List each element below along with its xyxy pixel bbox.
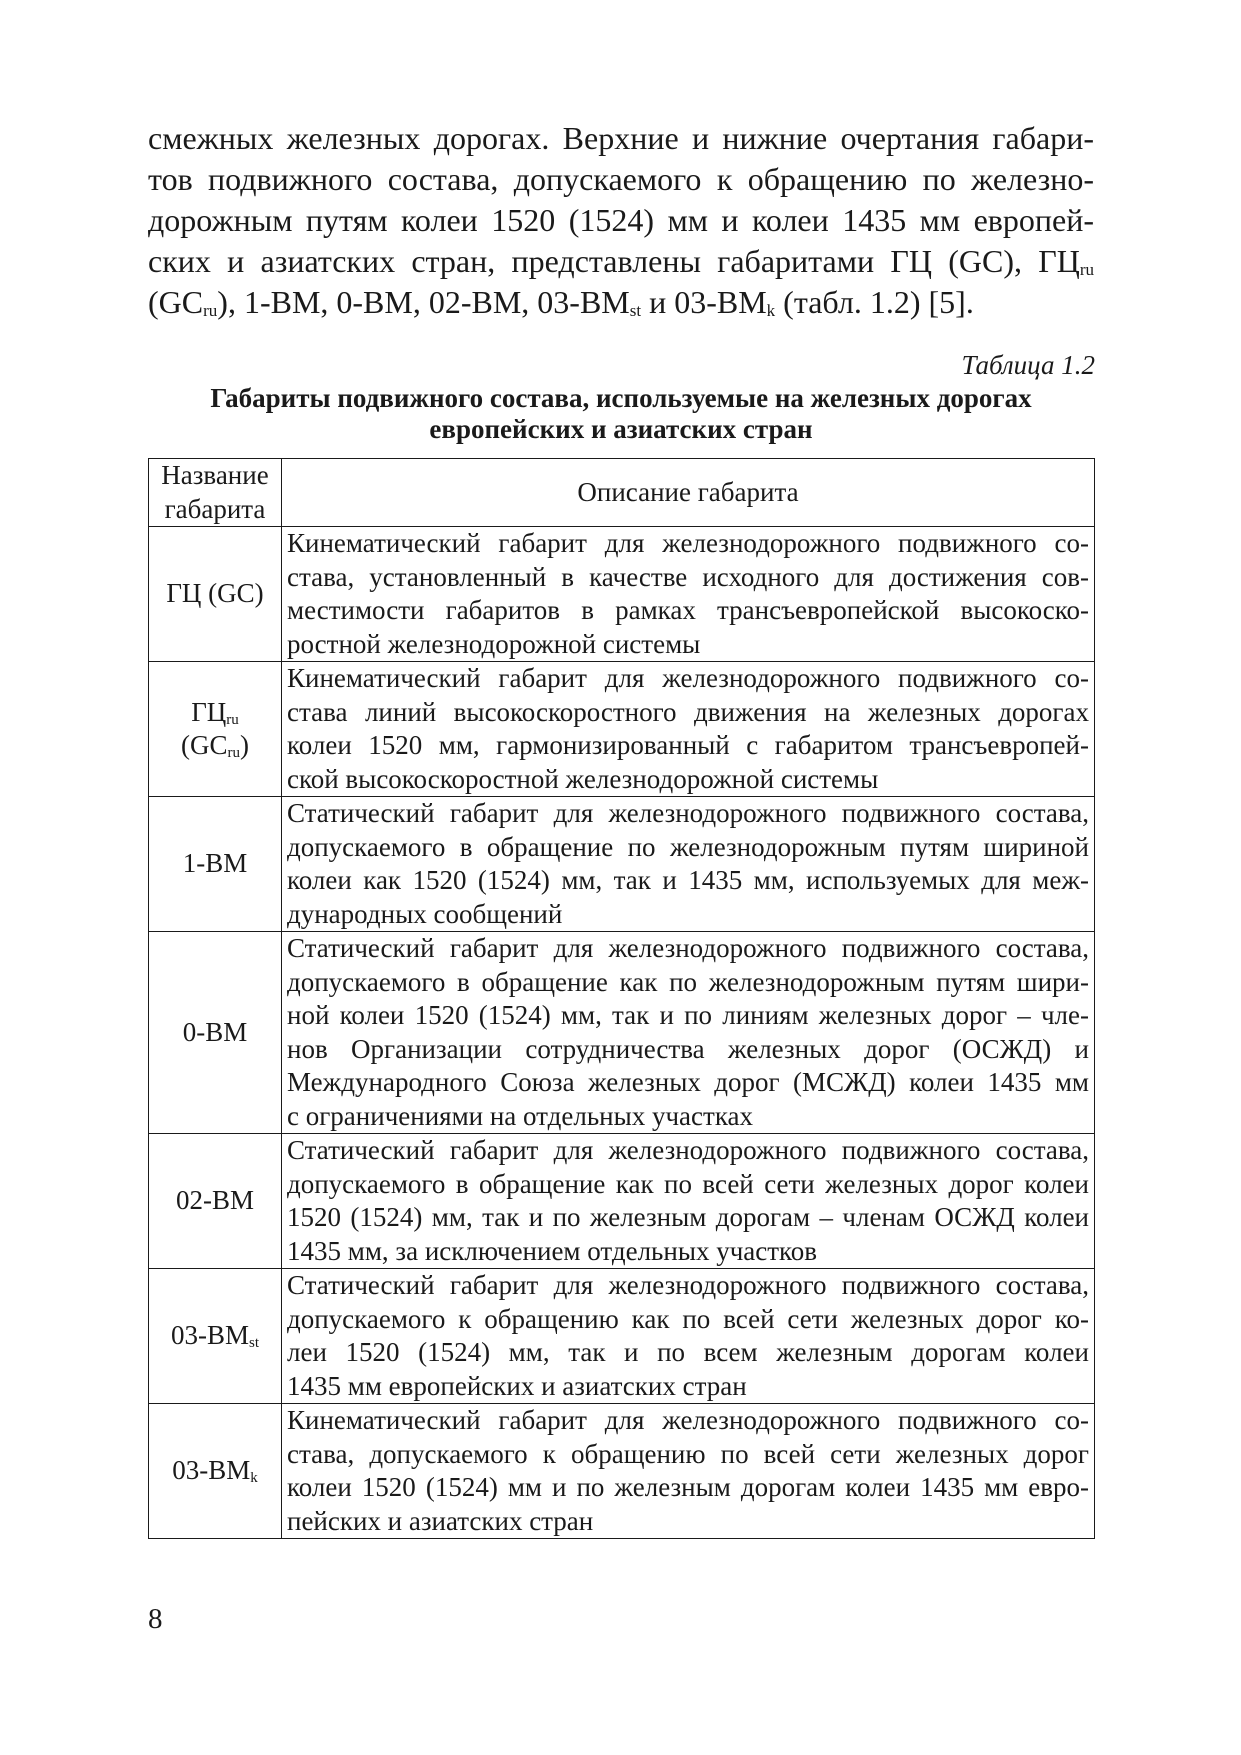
intro-text: и 03-ВМ xyxy=(641,284,767,320)
header-name-cell xyxy=(149,459,282,527)
intro-text: (GC xyxy=(148,284,204,320)
gauge-description-cell xyxy=(282,797,1095,932)
intro-text: ), 1-ВМ, 0-ВМ, 02-ВМ, 03-ВМ xyxy=(217,284,630,320)
description-line: ростной железнодорожной системы xyxy=(287,628,701,659)
description-line: Кинематический габарит для железнодорожного подвижного со- xyxy=(287,663,1089,693)
gauge-description-cell xyxy=(282,1404,1095,1539)
gauge-name-cell xyxy=(149,932,282,1134)
gauge-name-cell xyxy=(149,1404,282,1539)
description-line: става, установленный в качестве исходного для достижения сов- xyxy=(287,561,1089,592)
header-description-cell: Описание габарита xyxy=(282,459,1095,527)
intro-text: ских и азиатских стран, представлены габаритами ГЦ (GC), ГЦ xyxy=(148,243,1080,279)
subscript: ru xyxy=(226,711,239,728)
description-line: Статический габарит для железнодорожного подвижного состава, xyxy=(287,933,1089,963)
gauge-description-cell xyxy=(282,662,1095,797)
table-header-row xyxy=(149,459,1095,527)
description-line: допускаемого к обращению как по всей сети железных дорог ко- xyxy=(287,1303,1089,1334)
description-line: пейских и азиатских стран xyxy=(287,1505,594,1536)
subscript: ru xyxy=(1079,260,1094,279)
table-row xyxy=(149,797,1095,932)
header-name-line: Название xyxy=(161,460,269,490)
gauge-name: ГЦ (GC) xyxy=(166,578,264,609)
description-line: с ограничениями на отдельных участках xyxy=(287,1100,754,1131)
description-line: нов Организации сотрудничества железных дорог (ОСЖД) и xyxy=(287,1033,1089,1064)
description-line: Статический габарит для железнодорожного подвижного состава, xyxy=(287,798,1089,828)
intro-line: дорожным путям колеи 1520 (1524) мм и колеи 1435 мм европей- xyxy=(148,202,1094,238)
description-line: ной колеи 1520 (1524) мм, так и по линиям железных дорог – чле- xyxy=(287,1000,1089,1030)
description-line: колеи 1520 (1524) мм и по железным дорогам колеи 1435 мм евро- xyxy=(287,1472,1089,1502)
description-line: Статический габарит для железнодорожного подвижного состава, xyxy=(287,1135,1089,1165)
subscript: k xyxy=(766,301,776,320)
intro-line xyxy=(148,241,1094,282)
description-line: дународных сообщений xyxy=(287,898,563,929)
table-row xyxy=(149,662,1095,797)
gauge-name: 03-ВМ xyxy=(172,1455,251,1486)
description-line: 1520 (1524) мм, так и по железным дорогам – членам ОСЖД колеи xyxy=(287,1202,1089,1232)
intro-line xyxy=(148,282,1094,323)
gauge-name-cell xyxy=(149,1269,282,1404)
intro-text: (табл. 1.2) [5]. xyxy=(775,284,974,320)
gauge-name: (GC xyxy=(181,730,228,760)
header-name-line: габарита xyxy=(164,493,266,524)
description-line: ской высокоскоростной железнодорожной системы xyxy=(287,763,879,794)
gauge-name: 03-ВМ xyxy=(170,1320,249,1351)
description-line: Статический габарит для железнодорожного подвижного состава, xyxy=(287,1270,1089,1300)
description-line: 1435 мм, за исключением отдельных участков xyxy=(287,1235,818,1266)
description-line: допускаемого в обращение как по железнодорожным путям шири- xyxy=(287,966,1089,997)
description-line: става, допускаемого к обращению по всей сети железных дорог xyxy=(287,1438,1089,1469)
gauge-name: 1-ВМ xyxy=(182,848,248,879)
subscript: k xyxy=(250,1470,258,1487)
gauge-description-cell xyxy=(282,1134,1095,1269)
gauge-description-cell xyxy=(282,1269,1095,1404)
table-row xyxy=(149,1404,1095,1539)
description-line: Международного Союза железных дорог (МСЖД) колеи 1435 мм xyxy=(287,1067,1089,1097)
table-title xyxy=(148,383,1094,445)
gauge-name-cell xyxy=(149,527,282,662)
gauge-name: 02-ВМ xyxy=(175,1185,254,1216)
gauge-name-cell xyxy=(149,1134,282,1269)
table-row xyxy=(149,527,1095,662)
description-line: леи 1520 (1524) мм, так и по всем железным дорогам колеи xyxy=(287,1337,1089,1367)
intro-line: тов подвижного состава, допускаемого к обращению по железно- xyxy=(148,161,1094,197)
description-line: допускаемого в обращение как по всей сети железных дорог колеи xyxy=(287,1168,1089,1199)
table-title-line: Габариты подвижного состава, используемые на железных дорогах xyxy=(210,383,1032,413)
gauge-name-cell xyxy=(149,797,282,932)
subscript: st xyxy=(629,301,642,320)
table-row xyxy=(149,1134,1095,1269)
description-line: допускаемого в обращение по железнодорожным путям шириной xyxy=(287,831,1089,862)
description-line: 1435 мм европейских и азиатских стран xyxy=(287,1370,747,1401)
description-line: колеи 1520 мм, гармонизированный с габаритом трансъевропей- xyxy=(287,730,1089,760)
subscript: ru xyxy=(203,301,218,320)
table-row xyxy=(149,1269,1095,1404)
table-number: Таблица 1.2 xyxy=(961,350,1095,380)
gauge-description-cell xyxy=(282,932,1095,1134)
intro-paragraph xyxy=(148,118,1094,323)
gauge-name-cell xyxy=(149,662,282,797)
page-number: 8 xyxy=(148,1603,163,1635)
gauge-name: 0-ВМ xyxy=(182,1016,248,1047)
description-line: местимости габаритов в рамках трансъевропейской высокоско- xyxy=(287,595,1089,625)
gauge-name: ГЦ xyxy=(191,696,227,727)
subscript: ru xyxy=(227,745,240,761)
gauge-name: ) xyxy=(240,730,249,760)
description-line: става линий высокоскоростного движения на железных дорогах xyxy=(287,696,1089,727)
subscript: st xyxy=(249,1335,260,1352)
table-row xyxy=(149,932,1095,1134)
table-title-line: европейских и азиатских стран xyxy=(429,414,813,444)
description-line: колеи как 1520 (1524) мм, так и 1435 мм, используемых для меж- xyxy=(287,865,1089,895)
gauge-table xyxy=(148,458,1095,1539)
description-line: Кинематический габарит для железнодорожного подвижного со- xyxy=(287,1405,1089,1435)
gauge-description-cell xyxy=(282,527,1095,662)
description-line: Кинематический габарит для железнодорожного подвижного со- xyxy=(287,528,1089,558)
intro-line: смежных железных дорогах. Верхние и нижние очертания габари- xyxy=(148,120,1094,156)
